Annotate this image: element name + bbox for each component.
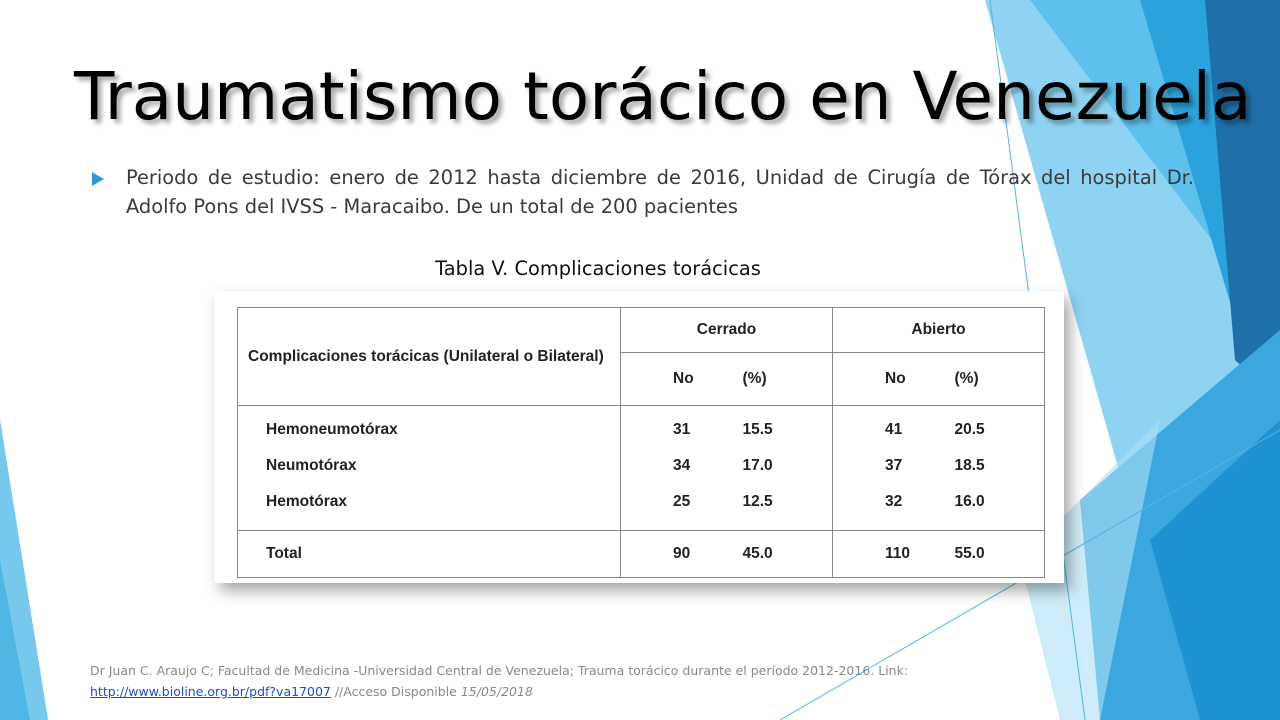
access-date: 15/05/2018 (460, 684, 533, 699)
subheader-pct: (%) (954, 370, 979, 387)
bullet-text: Periodo de estudio: enero de 2012 hasta diciembre de 2016, Unidad de Cirugía de Tórax del hospital Dr. Adolfo Pons del IVSS - Maracaibo. De un total de 200 pacientes (126, 166, 1194, 218)
cell-value: 32 (885, 493, 903, 510)
complications-table (237, 307, 1045, 578)
table-row (238, 406, 1045, 449)
total-value: 55.0 (954, 545, 985, 562)
table-row-header: Complicaciones torácicas (Unilateral o Bilateral) (238, 308, 621, 406)
cell-value: 18.5 (954, 457, 985, 474)
table-row (238, 448, 1045, 484)
total-value: 110 (885, 545, 911, 562)
table-caption: Tabla V. Complicaciones torácicas (435, 257, 761, 280)
table-row (238, 484, 1045, 531)
cell-value: 15.5 (742, 421, 773, 438)
cell-value: 37 (885, 457, 903, 474)
subheader-no: No (673, 370, 694, 387)
cell-value: 41 (885, 421, 903, 438)
row-label: Hemotórax (238, 484, 621, 531)
subheader-cell (833, 353, 1045, 406)
cell-value: 17.0 (742, 457, 773, 474)
row-label: Neumotórax (238, 448, 621, 484)
citation-text: Dr Juan C. Araujo C; Facultad de Medicina -Universidad Central de Venezuela; Trauma torácico durante el período 2012-2016. Link: (90, 663, 909, 678)
subheader-cell (621, 353, 833, 406)
table-image (214, 291, 1064, 583)
row-label: Hemoneumotórax (238, 406, 621, 449)
cell-value: 25 (673, 493, 691, 510)
access-prefix: //Acceso Disponible (330, 684, 461, 699)
total-value: 90 (673, 545, 691, 562)
footer-citation (90, 660, 1050, 702)
total-label: Total (238, 531, 621, 578)
group-header-cerrado: Cerrado (621, 308, 833, 353)
total-value: 45.0 (742, 545, 773, 562)
group-header-abierto: Abierto (833, 308, 1045, 353)
cell-value: 34 (673, 457, 691, 474)
cell-value: 12.5 (742, 493, 773, 510)
subheader-pct: (%) (742, 370, 767, 387)
bullet-item (92, 163, 1194, 221)
slide-title: Traumatismo torácico en Venezuela (74, 58, 1252, 135)
cell-value: 31 (673, 421, 691, 438)
subheader-no: No (885, 370, 906, 387)
table-total-row (238, 531, 1045, 578)
cell-value: 20.5 (954, 421, 985, 438)
cell-value: 16.0 (954, 493, 985, 510)
source-link[interactable]: http://www.bioline.org.br/pdf?va17007 (90, 684, 331, 699)
triangle-bullet-icon (92, 172, 104, 186)
